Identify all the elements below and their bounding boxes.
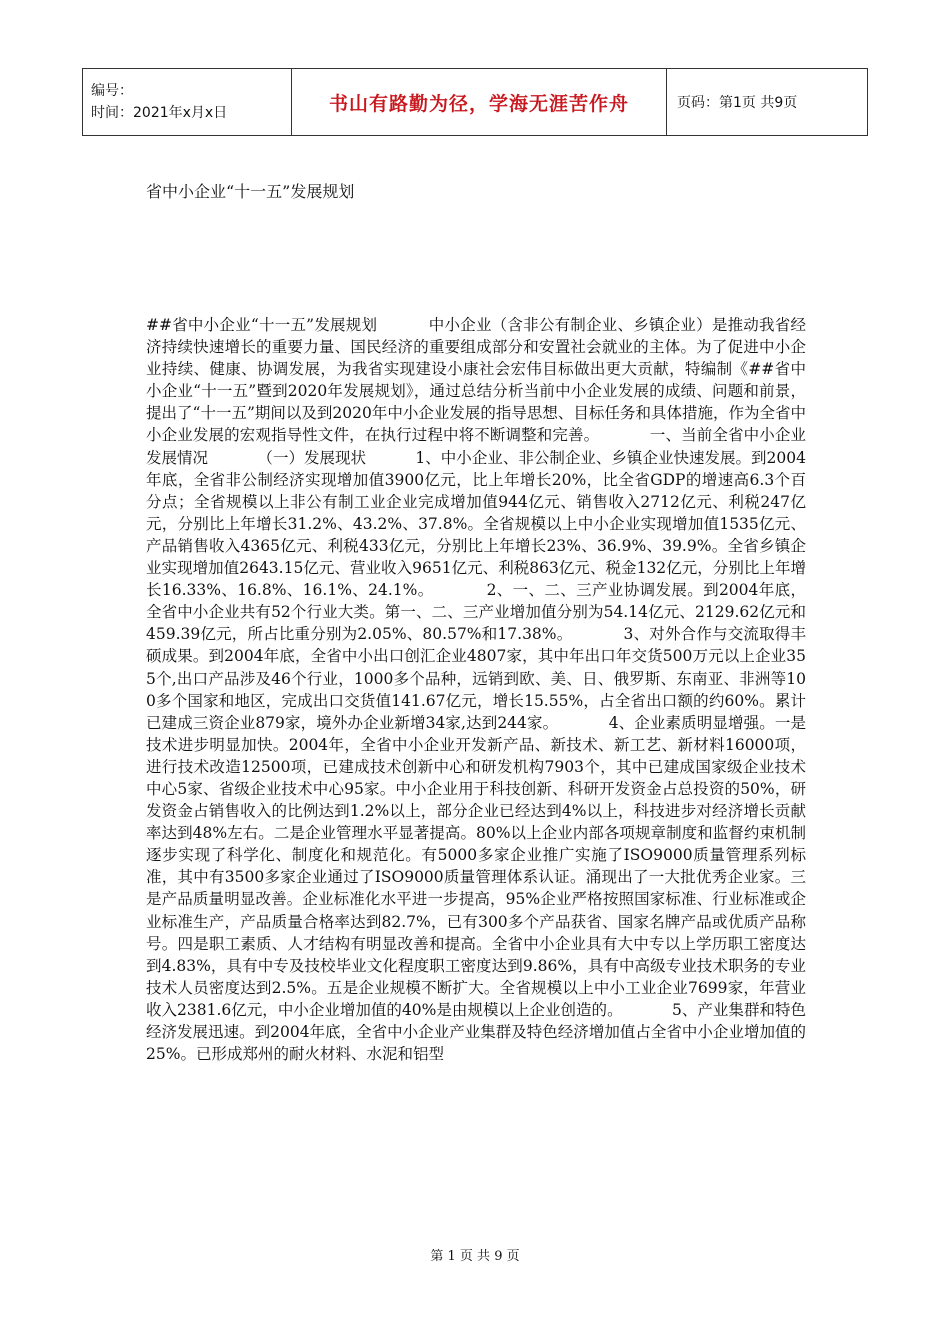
page-footer: 第 1 页 共 9 页	[430, 1249, 520, 1264]
date-label: 时间：2021年x月x日	[91, 105, 228, 121]
document-body: ##省中小企业“十一五”发展规划 中小企业（含非公有制企业、乡镇企业）是推动我省经济持续快速增长的重要力量、国民经济的重要组成部分和安置社会就业的主体。为了促进中小企业持续、健康、协调发展，为我省实现建设小康社会宏伟目标做出更大贡献，特编制《##省中小企业“十一五”暨到2020年发展规划》，通过总结分析当前中小企业发展的成绩、问题和前景，提出了“十一五”期间以及到2020年中小企业发展的指导思想、目标任务和具体措施，作为全省中小企业发展的宏观指导性文件，在执行过程中将不断调整和完善。 一、当前全省中小企业发展情况 （一）发展现状 1、中小企业、非公制企业、乡镇企业快速发展。到2004年底，全省非公制经济实现增加值3900亿元，比上年增长20%，比全省GDP的增速高6.3个百分点；全省规模以上非公有制工业企业完成增加值944亿元、销售收入2712亿元、利税247亿元，分别比上年增长31.2%、43.2%、37.8%。全省规模以上中小企业实现增加值1535亿元、产品销售收入4365亿元、利税433亿元，分别比上年增长23%、36.9%、39.9%。全省乡镇企业实现增加值2643.15亿元、营业收入9651亿元、利税863亿元、税金132亿元，分别比上年增长16.33%、16.8%、16.1%、24.1%。 2、一、二、三产业协调发展。到2004年底，全省中小企业共有52个行业大类。第一、二、三产业增加值分别为54.14亿元、2129.62亿元和459.39亿元，所占比重分别为2.05%、80.57%和17.38%。 3、对外合作与交流取得丰硕成果。到2004年底，全省中小出口创汇企业4807家，其中年出口年交货500万元以上企业355个,出口产品涉及46个行业，1000多个品种，远销到欧、美、日、俄罗斯、东南亚、非洲等100多个国家和地区，完成出口交货值141.67亿元，增长15.55%，占全省出口额的约60%。累计已建成三资企业879家，境外办企业新增34家,达到244家。 4、企业素质明显增强。一是技术进步明显加快。2004年，全省中小企业开发新产品、新技术、新工艺、新材料16000项，进行技术改造12500项，已建成技术创新中心和研发机构7903个，其中已建成国家级企业技术中心5家、省级企业技术中心95家。中小企业用于科技创新、科研开发资金占总投资的50%，研发资金占销售收入的比例达到1.2%以上，部分企业已经达到4%以上，科技进步对经济增长贡献率达到48%左右。二是企业管理水平显著提高。80%以上企业内部各项规章制度和监督约束机制逐步实现了科学化、制度化和规范化。有5000多家企业推广实施了ISO9000质量管理系列标准，其中有3500多家企业通过了ISO9000质量管理体系认证。涌现出了一大批优秀企业家。三是产品质量明显改善。企业标准化水平进一步提高，95%企业严格按照国家标准、行业标准或企业标准生产，产品质量合格率达到82.7%，已有300多个产品获省、国家名牌产品或优质产品称号。四是职工素质、人才结构有明显改善和提高。全省中小企业具有大中专以上学历职工密度达到4.83%，具有中专及技校毕业文化程度职工密度达到9.86%，具有中高级专业技术职务的专业技术人员密度达到2.5%。五是企业规模不断扩大。全省规模以上中小工业企业7699家，年营业收入2381.6亿元，中小企业增加值的40%是由规模以上企业创造的。 5、产业集群和特色经济发展迅速。到2004年底，全省中小企业产业集群及特色经济增加值占全省中小企业增加值的25%。已形成郑州的耐火材料、水泥和铝型	[146, 316, 806, 1064]
header-page-info: 页码：第1页 共9页	[677, 95, 798, 111]
page-header	[82, 68, 868, 136]
header-motto: 书山有路勤为径，学海无涯苦作舟	[292, 69, 667, 135]
header-meta	[83, 69, 292, 135]
serial-label: 编号：	[91, 83, 133, 99]
document-title: 省中小企业“十一五”发展规划	[146, 182, 355, 201]
